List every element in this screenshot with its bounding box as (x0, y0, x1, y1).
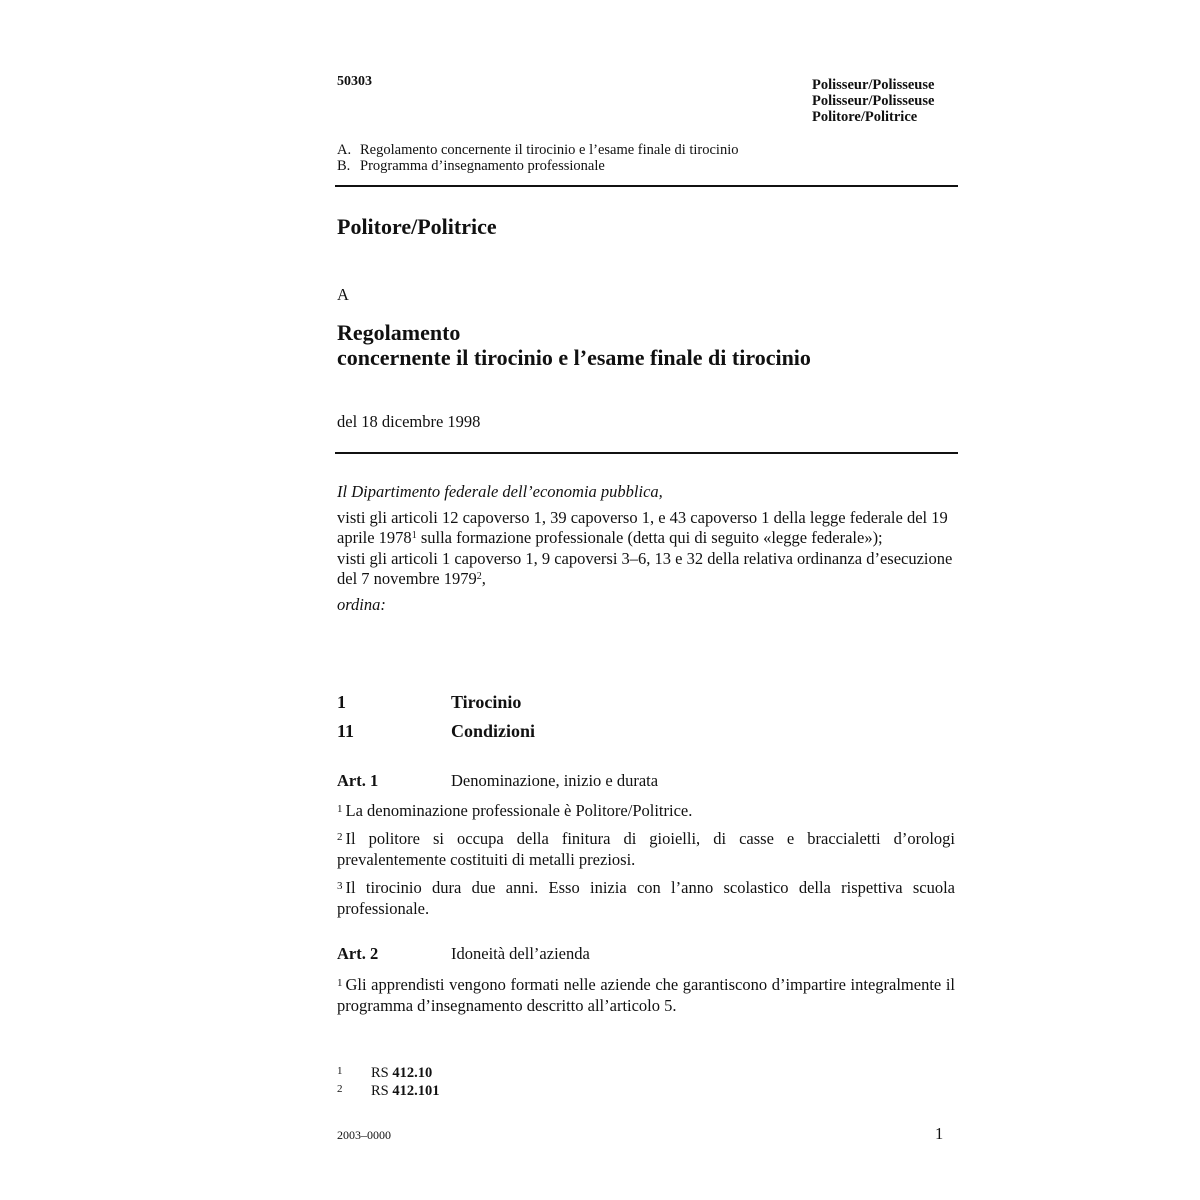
article-number: Art. 2 (337, 944, 379, 963)
footnotes (337, 1063, 440, 1099)
profession-title-it: Politore/Politrice (812, 109, 918, 125)
article-title: Denominazione, inizio e durata (451, 771, 659, 790)
contents-item-letter: A. (337, 142, 352, 158)
subsection-heading (337, 721, 535, 742)
regulation-title-line-2: concernente il tirocinio e l’esame finale di tirocinio (337, 345, 811, 370)
profession-title-block (812, 77, 934, 125)
main-title: Politore/Politrice (337, 214, 497, 239)
paragraph-text: Il politore si occupa della finitura di gioielli, di casse e braccialetti d’orologi prevalentemente costituiti di metalli preziosi. (337, 829, 955, 869)
paragraph-text: La denominazione professionale è Politore/Politrice. (345, 801, 693, 820)
preamble-ordina: ordina: (337, 594, 386, 614)
footnote-ref-number: 412.10 (392, 1065, 433, 1081)
paragraph-number: 2 (337, 831, 343, 843)
footnote (337, 1081, 440, 1099)
article-paragraph (337, 827, 955, 870)
article-paragraph (337, 973, 955, 1016)
recital-text: , (481, 569, 486, 588)
profession-title-fr-2: Polisseur/Polisseuse (812, 93, 935, 109)
section-heading (337, 692, 521, 713)
horizontal-rule (335, 185, 958, 187)
footer-code: 2003–0000 (337, 1128, 391, 1142)
preamble-recital (337, 508, 957, 549)
contents-list (337, 142, 738, 174)
article-paragraph (337, 876, 955, 919)
paragraph-number: 1 (337, 977, 343, 989)
section-number: 1 (337, 692, 346, 712)
preamble-recital (337, 549, 957, 590)
section-title: Tirocinio (451, 692, 522, 712)
article-heading (337, 944, 590, 964)
regulation-title-line-1: Regolamento (337, 320, 461, 345)
profession-title-fr-1: Polisseur/Polisseuse (812, 77, 935, 93)
contents-item-letter: B. (337, 158, 351, 174)
article-paragraph (337, 799, 955, 822)
contents-item (337, 158, 738, 174)
paragraph-number: 1 (337, 803, 343, 815)
article-title: Idoneità dell’azienda (451, 944, 590, 963)
article-number: Art. 1 (337, 771, 379, 790)
section-title: Condizioni (451, 721, 536, 741)
section-number: 11 (337, 721, 355, 741)
footnote-prefix: RS (371, 1083, 389, 1099)
date-line: del 18 dicembre 1998 (337, 412, 481, 431)
footnote-number: 2 (337, 1083, 343, 1095)
contents-item-text: Regolamento concernente il tirocinio e l’esame finale di tirocinio (360, 142, 739, 158)
footnote (337, 1063, 440, 1081)
footnote-ref: 2 (476, 571, 482, 582)
recital-text: sulla formazione professionale (detta qui di seguito «legge federale»); (416, 528, 883, 547)
preamble (337, 482, 957, 615)
horizontal-rule (335, 452, 958, 454)
footnote-number: 1 (337, 1065, 343, 1077)
recital-text: visti gli articoli 1 capoverso 1, 9 capoversi 3–6, 13 e 32 della relativa ordinanza d’esecuzione del 7 novembre 1979 (337, 548, 953, 588)
paragraph-text: Il tirocinio dura due anni. Esso inizia con l’anno scolastico della rispettiva scuola professionale. (337, 878, 955, 918)
recital-text: visti gli articoli 12 capoverso 1, 39 capoverso 1, e 43 capoverso 1 della legge federale del 19 aprile 1978 (337, 507, 948, 547)
contents-item (337, 142, 738, 158)
contents-item-text: Programma d’insegnamento professionale (360, 158, 605, 174)
part-letter: A (337, 285, 349, 304)
footnote-ref: 1 (411, 530, 417, 541)
preamble-authority: Il Dipartimento federale dell’economia pubblica, (337, 482, 663, 501)
paragraph-text: Gli apprendisti vengono formati nelle aziende che garantiscono d’impartire integralmente il programma d’insegnamento descritto all’articolo 5. (337, 975, 955, 1015)
article-heading (337, 771, 658, 791)
regulation-title (337, 320, 811, 370)
page-number: 1 (935, 1124, 944, 1143)
footnote-ref-number: 412.101 (392, 1083, 440, 1099)
document-number: 50303 (337, 74, 372, 89)
paragraph-number: 3 (337, 880, 343, 892)
footnote-prefix: RS (371, 1065, 389, 1081)
